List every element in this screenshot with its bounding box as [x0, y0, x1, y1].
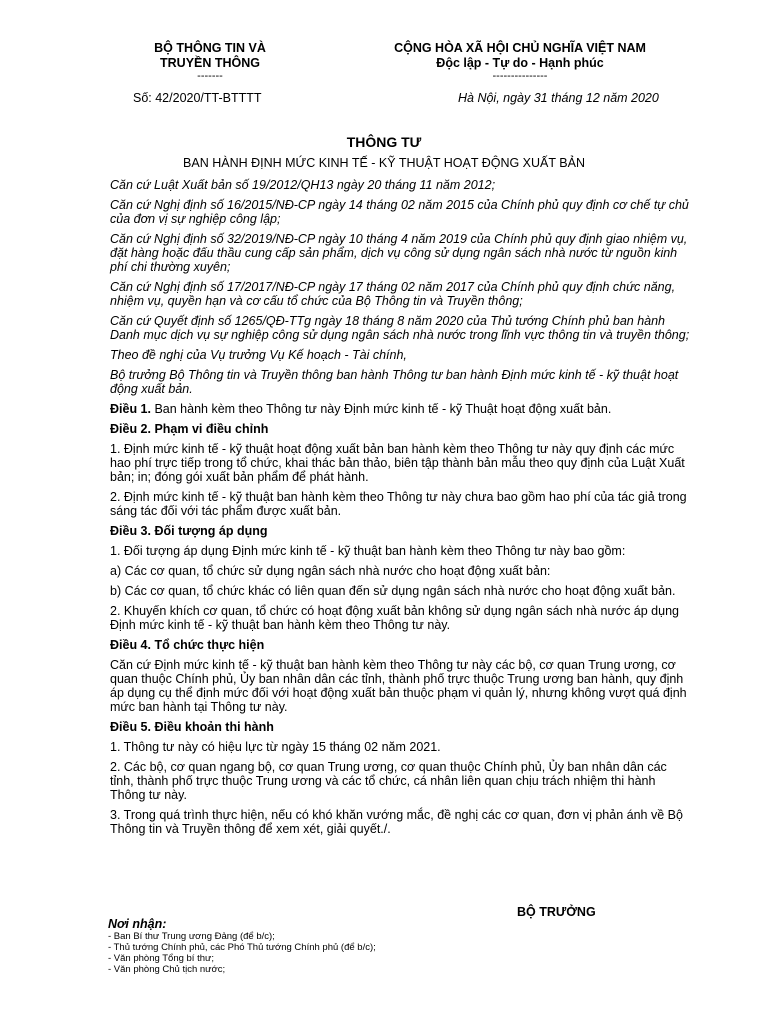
recipient-item: - Thủ tướng Chính phủ, các Phó Thủ tướng Chính phủ (để b/c); — [108, 942, 376, 953]
article-1 — [110, 402, 692, 416]
document-type-title: THÔNG TƯ — [346, 134, 422, 150]
article-2-clause-1: 1. Định mức kinh tế - kỹ thuật hoạt động xuất bản ban hành kèm theo Thông tư này quy định các mức hao phí trực tiếp trong tổ chức, khai thác bản thảo, biên tập thành bản mẫu theo quy định của Luật Xuất bản; in; đóng gói xuất bản phẩm để phát hành. — [110, 442, 685, 484]
article-5-title: Điều 5. Điều khoản thi hành — [110, 720, 274, 734]
article-5-clause-2: 2. Các bộ, cơ quan ngang bộ, cơ quan Trung ương, cơ quan thuộc Chính phủ, Ủy ban nhân dân các tỉnh, thành phố trực thuộc Trung ương và các tổ chức, cá nhân liên quan chịu trách nhiệm thi hành Thông tư này. — [110, 760, 667, 802]
agency-name-line-1: BỘ THÔNG TIN VÀ — [154, 41, 266, 55]
article-5-clause-3: 3. Trong quá trình thực hiện, nếu có khó khăn vướng mắc, đề nghị các cơ quan, đơn vị phản ánh về Bộ Thông tin và Truyền thông để xem xét, giải quyết./. — [110, 808, 683, 836]
legal-basis-4: Căn cứ Nghị định số 17/2017/NĐ-CP ngày 17 tháng 02 năm 2017 của Chính phủ quy định chức năng, nhiệm vụ, quyền hạn và cơ cấu tổ chức của Bộ Thông tin và Truyền thông; — [110, 280, 676, 308]
article-4-text: Căn cứ Định mức kinh tế - kỹ thuật ban hành kèm theo Thông tư này các bộ, cơ quan Trung ương, cơ quan thuộc Chính phủ, Ủy ban nhân dân các tỉnh, thành phố trực thuộc Trung ương ban hành, quy định áp dụng cụ thể định mức đối với hoạt động xuất bản thuộc phạm vi quản lý, nhưng không vượt quá định mức ban hành tại Thông tư này. — [110, 658, 687, 714]
article-3-clause-1: 1. Đối tượng áp dụng Định mức kinh tế - kỹ thuật ban hành kèm theo Thông tư này bao gồm: — [110, 544, 626, 558]
article-1-text: Ban hành kèm theo Thông tư này Định mức kinh tế - kỹ Thuật hoạt động xuất bản. — [151, 402, 612, 416]
issuing-agency — [120, 41, 300, 82]
country-name: CỘNG HÒA XÃ HỘI CHỦ NGHĨA VIỆT NAM — [394, 41, 646, 55]
document-number: Số: 42/2020/TT-BTTTT — [133, 91, 262, 105]
issuance-statement: Bộ trưởng Bộ Thông tin và Truyền thông ban hành Thông tư ban hành Định mức kinh tế - kỹ thuật hoạt động xuất bản. — [110, 368, 679, 396]
signer-title: BỘ TRƯỞNG — [517, 905, 596, 919]
motto: Độc lập - Tự do - Hạnh phúc — [436, 56, 604, 70]
proposal-basis: Theo đề nghị của Vụ trưởng Vụ Kế hoạch - Tài chính, — [110, 348, 407, 362]
article-3-title: Điều 3. Đối tượng áp dụng — [110, 524, 268, 538]
legal-basis-3: Căn cứ Nghị định số 32/2019/NĐ-CP ngày 10 tháng 4 năm 2019 của Chính phủ quy định giao nhiệm vụ, đặt hàng hoặc đấu thầu cung cấp sản phẩm, dịch vụ công sử dụng ngân sách nhà nước từ nguồn kinh phí chi thường xuyên; — [110, 232, 688, 274]
agency-name-line-2: TRUYỀN THÔNG — [160, 56, 260, 70]
recipient-item: - Ban Bí thư Trung ương Đảng (để b/c); — [108, 931, 275, 942]
article-3-clause-2: 2. Khuyến khích cơ quan, tổ chức có hoạt động xuất bản không sử dụng ngân sách nhà nước áp dụng Định mức kinh tế - kỹ thuật ban hành kèm theo Thông tư này. — [110, 604, 679, 632]
document-body — [110, 178, 692, 842]
article-3-clause-1b: b) Các cơ quan, tổ chức khác có liên quan đến sử dụng ngân sách nhà nước cho hoạt động xuất bản. — [110, 584, 676, 598]
agency-divider: ------- — [197, 70, 223, 82]
recipients-title: Nơi nhận: — [108, 917, 167, 931]
legal-basis-1: Căn cứ Luật Xuất bản số 19/2012/QH13 ngày 20 tháng 11 năm 2012; — [110, 178, 496, 192]
article-1-label: Điều 1. — [110, 402, 151, 416]
article-2-clause-2: 2. Định mức kinh tế - kỹ thuật ban hành kèm theo Thông tư này chưa bao gồm hao phí của tác giả trong sáng tác đối với tác phẩm được xuất bản. — [110, 490, 687, 518]
national-motto — [345, 41, 695, 82]
article-4-title: Điều 4. Tổ chức thực hiện — [110, 638, 265, 652]
article-2-title: Điều 2. Phạm vi điều chỉnh — [110, 422, 269, 436]
article-3-clause-1a: a) Các cơ quan, tổ chức sử dụng ngân sách nhà nước cho hoạt động xuất bản: — [110, 564, 551, 578]
article-5-clause-1: 1. Thông tư này có hiệu lực từ ngày 15 tháng 02 năm 2021. — [110, 740, 441, 754]
recipients-block — [108, 917, 376, 975]
recipient-item: - Văn phòng Tổng bí thư; — [108, 953, 215, 964]
recipient-item: - Văn phòng Chủ tịch nước; — [108, 964, 226, 975]
legal-basis-2: Căn cứ Nghị định số 16/2015/NĐ-CP ngày 14 tháng 02 năm 2015 của Chính phủ quy định cơ chế tự chủ của đơn vị sự nghiệp công lập; — [110, 198, 689, 226]
legal-basis-5: Căn cứ Quyết định số 1265/QĐ-TTg ngày 18 tháng 8 năm 2020 của Thủ tướng Chính phủ ban hành Danh mục dịch vụ sự nghiệp công sử dụng ngân sách nhà nước trong lĩnh vực thông tin và truyền thông; — [110, 314, 690, 342]
place-and-date: Hà Nội, ngày 31 tháng 12 năm 2020 — [458, 91, 659, 105]
document-subtitle: BAN HÀNH ĐỊNH MỨC KINH TẾ - KỸ THUẬT HOẠT ĐỘNG XUẤT BẢN — [183, 156, 585, 170]
motto-divider: --------------- — [492, 70, 548, 82]
